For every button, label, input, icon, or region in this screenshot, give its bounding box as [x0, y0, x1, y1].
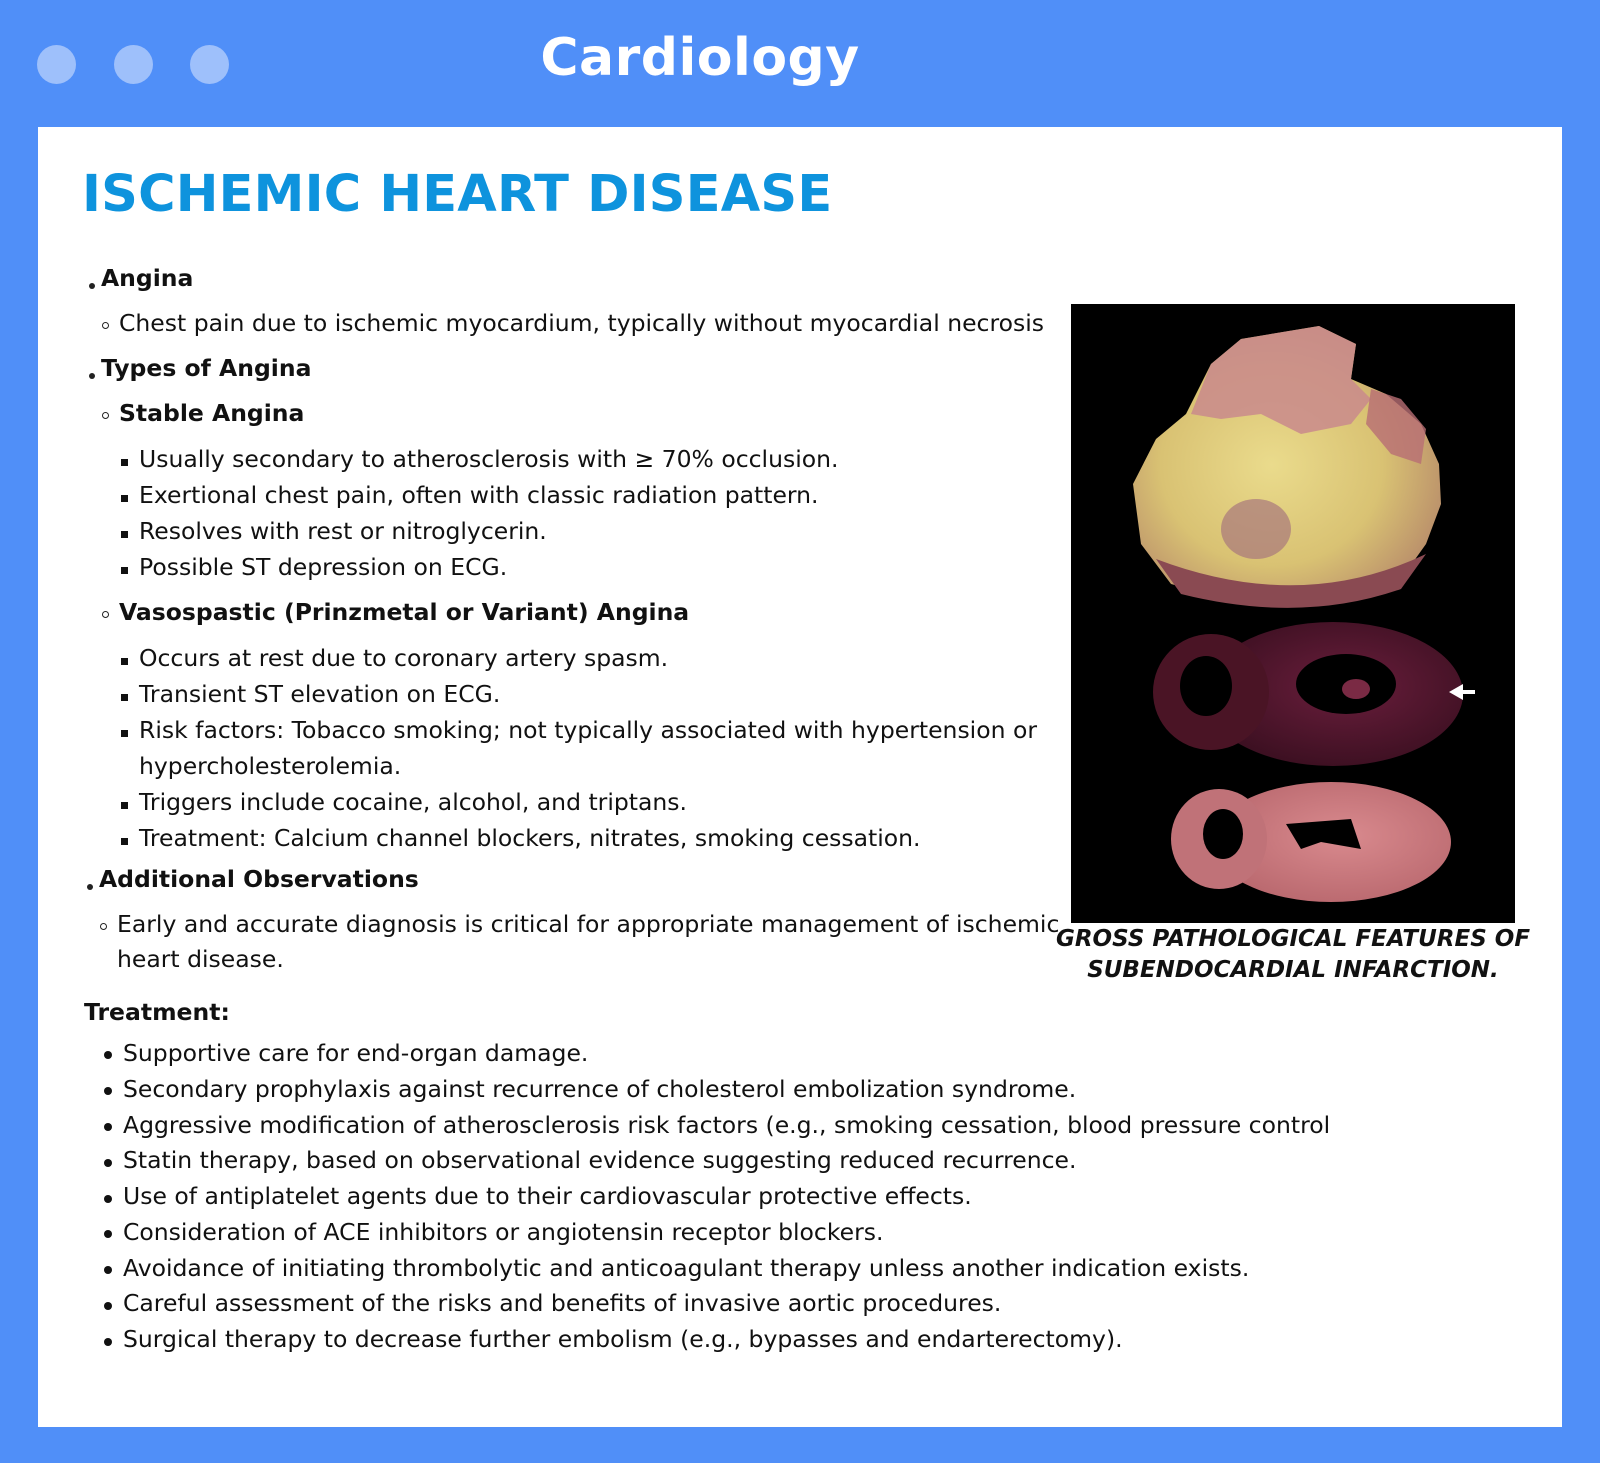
window-titlebar: [0, 0, 1600, 127]
bullet-marker: [104, 1087, 112, 1095]
bullet-marker: [102, 322, 109, 329]
treatment-heading: Treatment:: [84, 998, 230, 1026]
list-item: Treatment: Calcium channel blockers, nitrates, smoking cessation.: [139, 824, 921, 852]
bullet-marker: [104, 1230, 112, 1238]
bullet-marker: [104, 1338, 112, 1346]
window-title: Cardiology: [540, 28, 860, 88]
bullet-marker: [102, 611, 109, 618]
bullet-marker: [104, 1051, 112, 1059]
treatment-item: Supportive care for end-organ damage.: [123, 1039, 589, 1067]
section-heading-angina: Angina: [101, 264, 194, 292]
bullet-marker: [102, 412, 109, 419]
bullet-marker: [121, 730, 128, 737]
bullet-marker: [87, 884, 93, 890]
figure-caption-line-2: SUBENDOCARDIAL INFARCTION.: [1087, 957, 1499, 983]
bullet-marker: [121, 802, 128, 809]
bullet-marker: [121, 567, 128, 574]
subheading-stable-angina: Stable Angina: [119, 399, 305, 427]
bullet-marker: [121, 495, 128, 502]
list-item: Resolves with rest or nitroglycerin.: [139, 517, 547, 545]
list-item: Usually secondary to atherosclerosis with ≥ 70% occlusion.: [139, 445, 839, 473]
list-item-continuation: hypercholesterolemia.: [139, 752, 402, 780]
bullet-marker: [104, 1266, 112, 1274]
section-heading-types: Types of Angina: [101, 354, 312, 382]
treatment-item: Aggressive modification of atherosclerosis risk factors (e.g., smoking cessation, blood pressure control: [123, 1111, 1331, 1139]
observation-text: Early and accurate diagnosis is critical for appropriate management of ischemic: [117, 910, 1060, 938]
list-item: Triggers include cocaine, alcohol, and triptans.: [139, 788, 688, 816]
treatment-item: Use of antiplatelet agents due to their cardiovascular protective effects.: [123, 1182, 972, 1210]
bullet-marker: [121, 459, 128, 466]
bullet-marker: [89, 283, 95, 289]
bullet-marker: [104, 1195, 112, 1203]
heart-pathology-image: [1071, 304, 1515, 923]
bullet-marker: [121, 531, 128, 538]
subheading-vasospastic-angina: Vasospastic (Prinzmetal or Variant) Angina: [119, 598, 690, 626]
bullet-marker: [121, 658, 128, 665]
bullet-marker: [104, 1123, 112, 1131]
bullet-marker: [121, 694, 128, 701]
treatment-item: Secondary prophylaxis against recurrence of cholesterol embolization syndrome.: [123, 1075, 1077, 1103]
heart-cross-section-illustration: [1071, 304, 1515, 923]
treatment-item: Consideration of ACE inhibitors or angiotensin receptor blockers.: [123, 1218, 884, 1246]
treatment-item: Statin therapy, based on observational evidence suggesting reduced recurrence.: [123, 1146, 1077, 1174]
section-heading-observations: Additional Observations: [99, 865, 419, 893]
angina-definition: Chest pain due to ischemic myocardium, typically without myocardial necrosis: [119, 309, 1045, 337]
list-item: Occurs at rest due to coronary artery spasm.: [139, 644, 669, 672]
treatment-item: Surgical therapy to decrease further embolism (e.g., bypasses and endarterectomy).: [123, 1325, 1123, 1353]
bullet-marker: [89, 373, 95, 379]
content-panel: [38, 127, 1562, 1427]
bullet-marker: [104, 1159, 112, 1167]
list-item: Possible ST depression on ECG.: [139, 553, 508, 581]
bullet-marker: [121, 838, 128, 845]
page-heading: ISCHEMIC HEART DISEASE: [82, 165, 833, 224]
list-item: Transient ST elevation on ECG.: [139, 680, 501, 708]
figure-caption: [1048, 924, 1538, 986]
treatment-item: Avoidance of initiating thrombolytic and anticoagulant therapy unless another indication exists.: [123, 1254, 1250, 1282]
list-item: Exertional chest pain, often with classic radiation pattern.: [139, 481, 819, 509]
bullet-marker: [100, 923, 107, 930]
figure-caption-line-1: GROSS PATHOLOGICAL FEATURES OF: [1055, 926, 1531, 952]
observation-text-continuation: heart disease.: [117, 945, 284, 973]
bullet-marker: [104, 1302, 112, 1310]
list-item: Risk factors: Tobacco smoking; not typically associated with hypertension or: [139, 716, 1037, 744]
treatment-item: Careful assessment of the risks and benefits of invasive aortic procedures.: [123, 1289, 1002, 1317]
